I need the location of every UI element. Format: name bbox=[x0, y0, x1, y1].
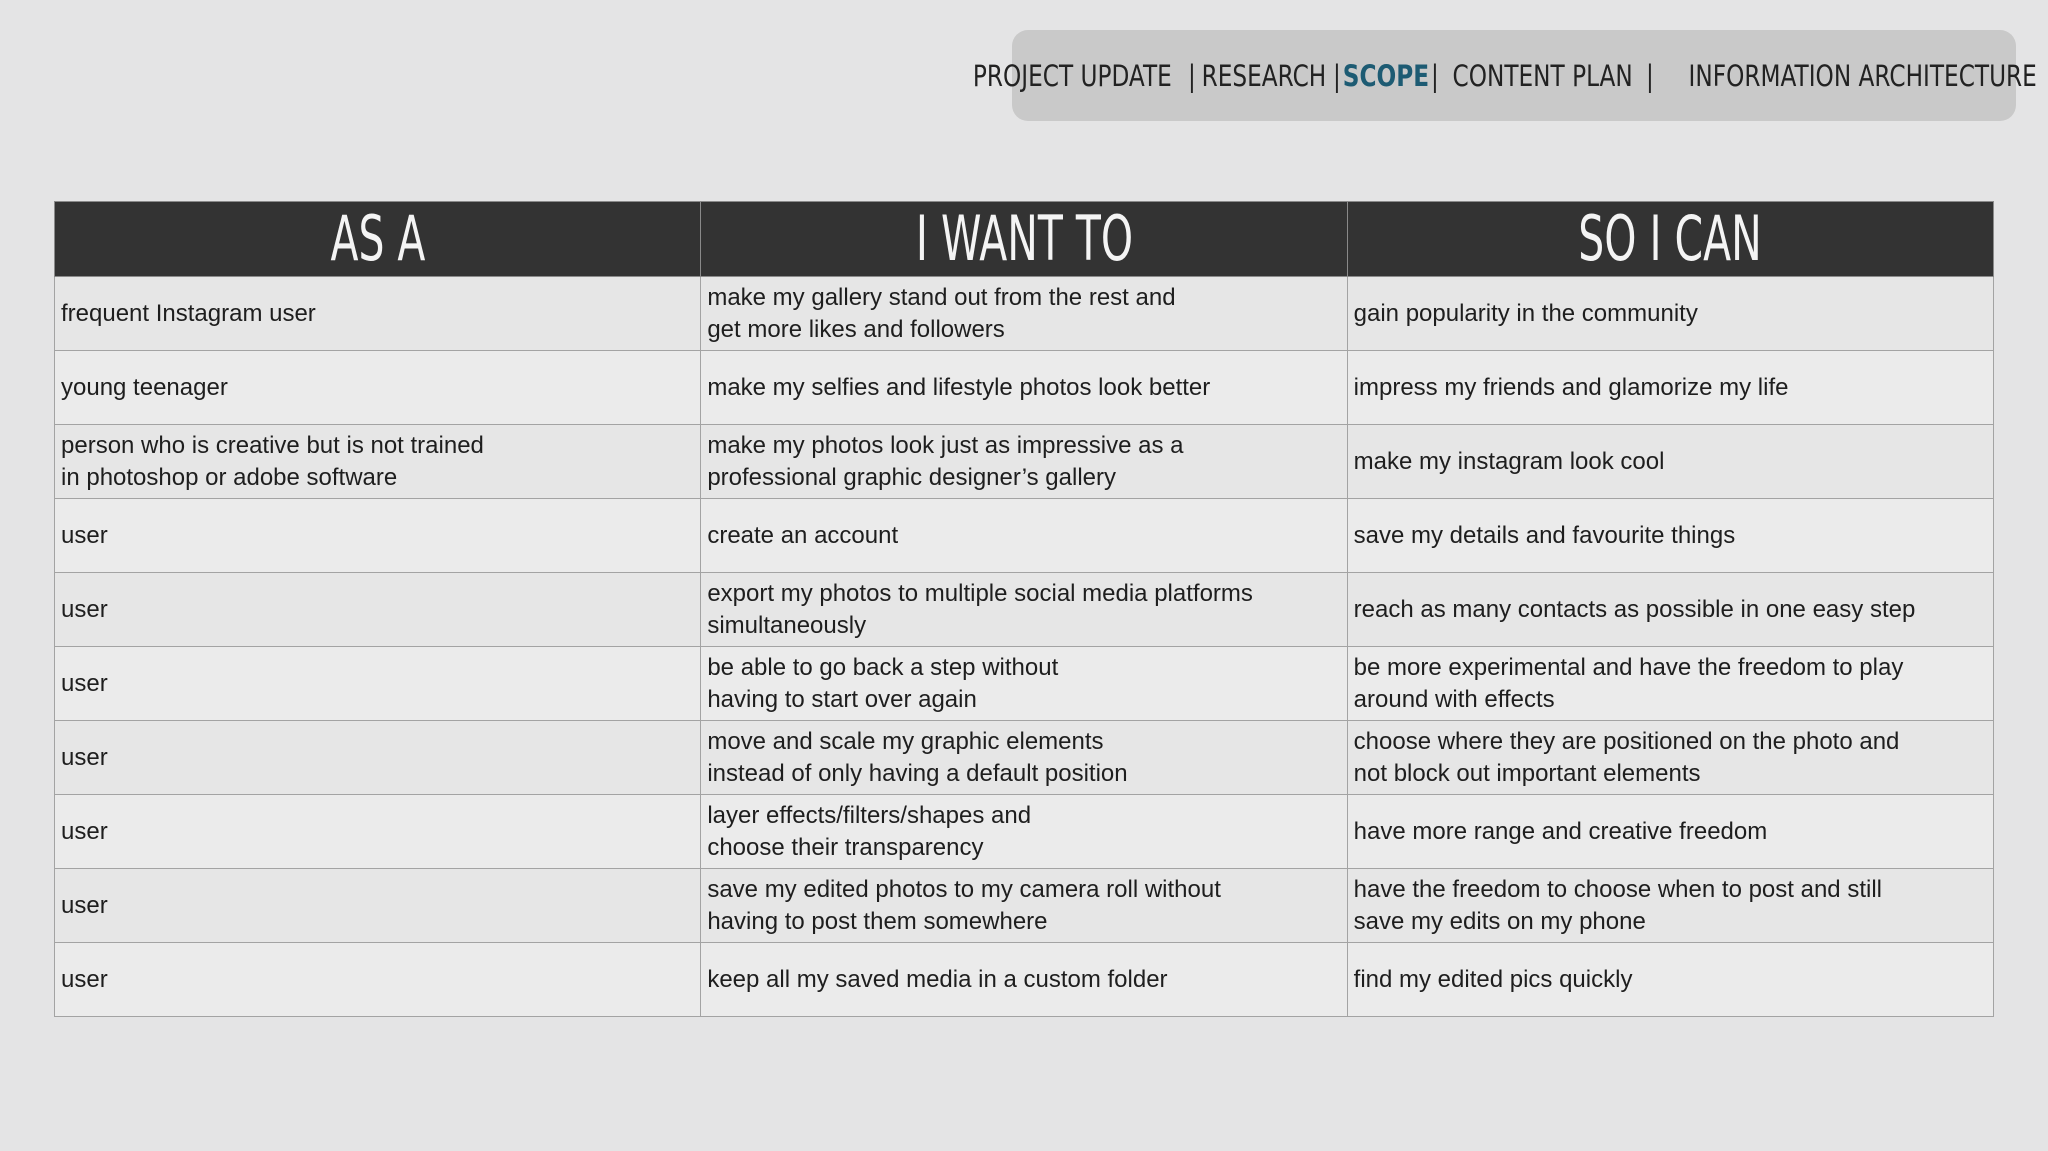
i-want-to-cell: keep all my saved media in a custom folder bbox=[701, 943, 1347, 1017]
i-want-to-cell: be able to go back a step without having to start over again bbox=[701, 647, 1347, 721]
so-i-can-cell: have more range and creative freedom bbox=[1347, 795, 1993, 869]
table-row bbox=[55, 869, 1994, 943]
nav-separator: | bbox=[1430, 58, 1439, 93]
nav-item-scope[interactable]: SCOPE bbox=[1342, 58, 1430, 93]
so-i-can-cell: gain popularity in the community bbox=[1347, 277, 1993, 351]
table-row bbox=[55, 425, 1994, 499]
as-a-cell: user bbox=[55, 499, 701, 573]
table-row bbox=[55, 573, 1994, 647]
i-want-to-cell: save my edited photos to my camera roll without having to post them somewhere bbox=[701, 869, 1347, 943]
i-want-to-cell: layer effects/filters/shapes and choose their transparency bbox=[701, 795, 1347, 869]
table-row bbox=[55, 721, 1994, 795]
as-a-cell: user bbox=[55, 943, 701, 1017]
header-i-want-to bbox=[701, 202, 1347, 277]
i-want-to-cell: move and scale my graphic elements instead of only having a default position bbox=[701, 721, 1347, 795]
table-row bbox=[55, 943, 1994, 1017]
section-navigation bbox=[972, 30, 2037, 121]
nav-item-project-update[interactable]: PROJECT UPDATE bbox=[972, 58, 1172, 93]
as-a-cell: frequent Instagram user bbox=[55, 277, 701, 351]
as-a-cell: user bbox=[55, 573, 701, 647]
as-a-cell: user bbox=[55, 795, 701, 869]
so-i-can-cell: make my instagram look cool bbox=[1347, 425, 1993, 499]
i-want-to-cell: export my photos to multiple social media platforms simultaneously bbox=[701, 573, 1347, 647]
nav-separator: | bbox=[1645, 58, 1654, 93]
i-want-to-cell: make my photos look just as impressive as a professional graphic designer’s gallery bbox=[701, 425, 1347, 499]
table-row bbox=[55, 499, 1994, 573]
as-a-cell: young teenager bbox=[55, 351, 701, 425]
header-so-i-can bbox=[1347, 202, 1993, 277]
table-row bbox=[55, 351, 1994, 425]
nav-separator: | bbox=[1333, 58, 1342, 93]
header-as-a bbox=[55, 202, 701, 277]
nav-item-research[interactable]: RESEARCH bbox=[1201, 58, 1327, 93]
i-want-to-cell: make my gallery stand out from the rest and get more likes and followers bbox=[701, 277, 1347, 351]
nav-separator: | bbox=[1187, 58, 1196, 93]
nav-item-content-plan[interactable]: CONTENT PLAN bbox=[1452, 58, 1633, 93]
as-a-cell: person who is creative but is not trained in photoshop or adobe software bbox=[55, 425, 701, 499]
header-i-want-to-label: I WANT TO bbox=[915, 202, 1133, 275]
i-want-to-cell: create an account bbox=[701, 499, 1347, 573]
i-want-to-cell: make my selfies and lifestyle photos look better bbox=[701, 351, 1347, 425]
user-stories-table bbox=[54, 201, 1994, 1017]
so-i-can-cell: impress my friends and glamorize my life bbox=[1347, 351, 1993, 425]
table-row bbox=[55, 795, 1994, 869]
table-body bbox=[55, 277, 1994, 1017]
so-i-can-cell: reach as many contacts as possible in one easy step bbox=[1347, 573, 1993, 647]
so-i-can-cell: save my details and favourite things bbox=[1347, 499, 1993, 573]
as-a-cell: user bbox=[55, 869, 701, 943]
so-i-can-cell: have the freedom to choose when to post and still save my edits on my phone bbox=[1347, 869, 1993, 943]
header-so-i-can-label: SO I CAN bbox=[1578, 202, 1763, 275]
so-i-can-cell: find my edited pics quickly bbox=[1347, 943, 1993, 1017]
table-header-row bbox=[55, 202, 1994, 277]
so-i-can-cell: be more experimental and have the freedom to play around with effects bbox=[1347, 647, 1993, 721]
nav-item-information-architecture[interactable]: INFORMATION ARCHITECTURE bbox=[1688, 58, 2037, 93]
as-a-cell: user bbox=[55, 647, 701, 721]
so-i-can-cell: choose where they are positioned on the photo and not block out important elements bbox=[1347, 721, 1993, 795]
header-as-a-label: AS A bbox=[330, 202, 426, 275]
table-row bbox=[55, 647, 1994, 721]
table-row bbox=[55, 277, 1994, 351]
as-a-cell: user bbox=[55, 721, 701, 795]
